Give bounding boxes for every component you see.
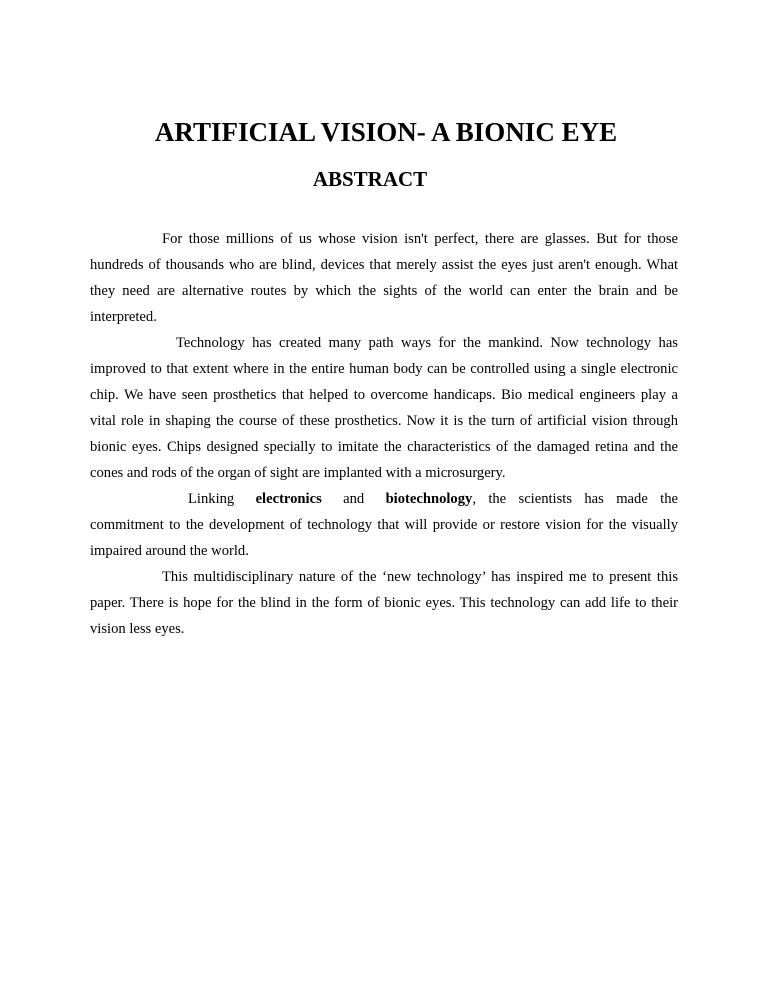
paragraph-3-rest: , the scientists has made the commitment to the development of technology that will provide or restore vision for the visually impaired around the world. <box>90 491 678 559</box>
section-heading-abstract: ABSTRACT <box>312 167 428 191</box>
paragraph-2: Technology has created many path ways for the mankind. Now technology has improved to that extent where in the entire human body can be controlled using a single electronic chip. We have seen prosthetics that helped to overcome handicaps. Bio medical engineers play a vital role in shaping the course of these prosthetics. Now it is the turn of artificial vision through bionic eyes. Chips designed specially to imitate the characteristics of the damaged retina and the cones and rods of the organ of sight are implanted with a microsurgery. <box>90 335 678 481</box>
document-title: ARTIFICIAL VISION- A BIONIC EYE <box>154 117 618 147</box>
keyword-electronics: electronics <box>255 491 322 507</box>
abstract-body <box>90 226 678 642</box>
paragraph-3-mid: and <box>321 491 386 507</box>
paragraph-3 <box>90 486 678 564</box>
paragraph-4: This multidisciplinary nature of the ‘new technology’ has inspired me to present this paper. There is hope for the blind in the form of bionic eyes. This technology can add life to their vision less eyes. <box>90 569 678 637</box>
paragraph-1: For those millions of us whose vision isn't perfect, there are glasses. But for those hundreds of thousands who are blind, devices that merely assist the eyes just aren't enough. What they need are alternative routes by which the sights of the world can enter the brain and be interpreted. <box>90 231 678 325</box>
keyword-biotechnology: biotechnology <box>385 491 473 507</box>
paragraph-3-lead: Linking <box>188 491 256 507</box>
